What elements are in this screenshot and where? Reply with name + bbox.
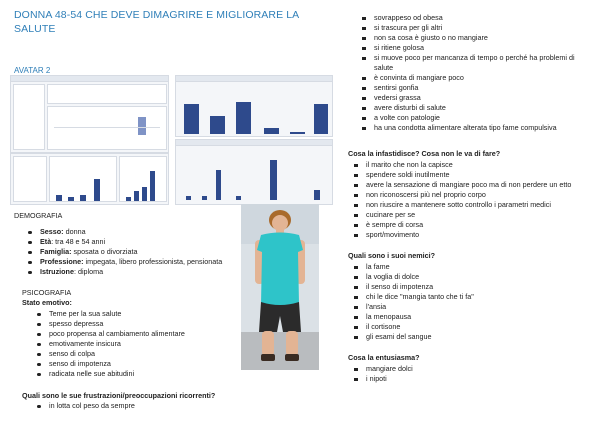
chart-bar	[56, 195, 62, 201]
dashboard-thumbnail-right-top	[175, 75, 333, 137]
list-item: a volte con patologie	[360, 113, 592, 123]
list-item: la fame	[352, 262, 592, 272]
demografia-list	[26, 227, 238, 277]
chart-bar	[236, 196, 241, 200]
chart-bar	[236, 102, 251, 134]
list-item: si trascura per gli altri	[360, 23, 592, 33]
dashboard-thumbnail-right-bottom	[175, 139, 333, 205]
list-item: ha una condotta alimentare alterata tipo fame compulsiva	[360, 123, 592, 133]
chart-bar	[314, 190, 320, 200]
list-item: sport/movimento	[352, 230, 592, 240]
chart-bar	[134, 191, 139, 201]
chart-bar	[314, 104, 328, 134]
dashboard-thumbnail-left	[10, 75, 169, 153]
list-item: Sesso: donna	[26, 227, 238, 237]
list-item: Teme per la sua salute	[35, 309, 235, 319]
list-item: non riconoscersi più nel proprio corpo	[352, 190, 592, 200]
characteristics-list	[360, 13, 592, 133]
nemici-list	[352, 262, 592, 342]
frustrazioni-list	[35, 401, 235, 411]
list-item: spesso depressa	[35, 319, 235, 329]
list-item: vedersi grassa	[360, 93, 592, 103]
list-item: mangiare dolci	[352, 364, 592, 374]
list-item: Famiglia: sposata o divorziata	[26, 247, 238, 257]
frustrazioni-heading: Quali sono le sue frustrazioni/preoccupazioni ricorrenti?	[22, 391, 216, 400]
list-item: senso di impotenza	[35, 359, 235, 369]
chart-bar	[138, 117, 146, 135]
list-item: cucinare per se	[352, 210, 592, 220]
list-item: gli esami del sangue	[352, 332, 592, 342]
dashboard-thumbnail-left-bottom	[10, 153, 169, 205]
chart-bar	[150, 171, 155, 201]
list-item: la menopausa	[352, 312, 592, 322]
list-item: la voglia di dolce	[352, 272, 592, 282]
demografia-heading: DEMOGRAFIA	[14, 211, 63, 220]
persona-photo	[241, 204, 319, 370]
list-item: spendere soldi inutilmente	[352, 170, 592, 180]
chart-bar	[80, 195, 86, 201]
list-item: sentirsi gonfia	[360, 83, 592, 93]
list-item: Professione: impegata, libero professionista, pensionata	[26, 257, 238, 267]
chart-bar	[142, 187, 147, 201]
list-item: il senso di impotenza	[352, 282, 592, 292]
list-item: non sa cosa è giusto o no mangiare	[360, 33, 592, 43]
infastidisce-heading: Cosa la infastidisce? Cosa non le va di fare?	[348, 149, 501, 158]
psicografia-heading: PSICOGRAFIA	[22, 288, 72, 297]
list-item: si muove poco per mancanza di tempo o perché ha problemi di salute	[360, 53, 592, 73]
chart-bar	[290, 132, 305, 134]
list-item: chi le dice "mangia tanto che ti fa"	[352, 292, 592, 302]
list-item: si ritiene golosa	[360, 43, 592, 53]
list-item: avere la sensazione di mangiare poco ma di non perdere un etto	[352, 180, 592, 190]
chart-bar	[186, 196, 191, 200]
page-title: DONNA 48-54 CHE DEVE DIMAGRIRE E MIGLIORARE LA SALUTE	[14, 9, 299, 35]
persona-photo-illustration	[241, 204, 319, 370]
list-item: non riuscire a mantenere sotto controllo i parametri medici	[352, 200, 592, 210]
psicografia-list	[35, 309, 235, 379]
list-item: senso di colpa	[35, 349, 235, 359]
list-item: poco propensa al cambiamento alimentare	[35, 329, 235, 339]
list-item: avere disturbi di salute	[360, 103, 592, 113]
chart-bar	[210, 116, 225, 134]
list-item: è convinta di mangiare poco	[360, 73, 592, 83]
list-item: emotivamente insicura	[35, 339, 235, 349]
list-item: è sempre di corsa	[352, 220, 592, 230]
chart-bar	[270, 160, 277, 200]
chart-bar	[216, 170, 221, 200]
list-item: i nipoti	[352, 374, 592, 384]
list-item: Istruzione: diploma	[26, 267, 238, 277]
chart-bar	[184, 104, 199, 134]
chart-bar	[126, 197, 131, 201]
chart-bar	[202, 196, 207, 200]
list-item: in lotta col peso da sempre	[35, 401, 235, 411]
list-item: Età: tra 48 e 54 anni	[26, 237, 238, 247]
entusiasma-list	[352, 364, 592, 384]
list-item: il cortisone	[352, 322, 592, 332]
avatar-label: AVATAR 2	[14, 66, 51, 75]
chart-bar	[68, 197, 74, 201]
list-item: l'ansia	[352, 302, 592, 312]
list-item: radicata nelle sue abitudini	[35, 369, 235, 379]
stato-emotivo-heading: Stato emotivo:	[22, 298, 72, 307]
list-item: il marito che non la capisce	[352, 160, 592, 170]
chart-bar	[264, 128, 279, 134]
chart-bar	[94, 179, 100, 201]
infastidisce-list	[352, 160, 592, 240]
list-item: sovrappeso od obesa	[360, 13, 592, 23]
entusiasma-heading: Cosa la entusiasma?	[348, 353, 420, 362]
nemici-heading: Quali sono i suoi nemici?	[348, 251, 436, 260]
